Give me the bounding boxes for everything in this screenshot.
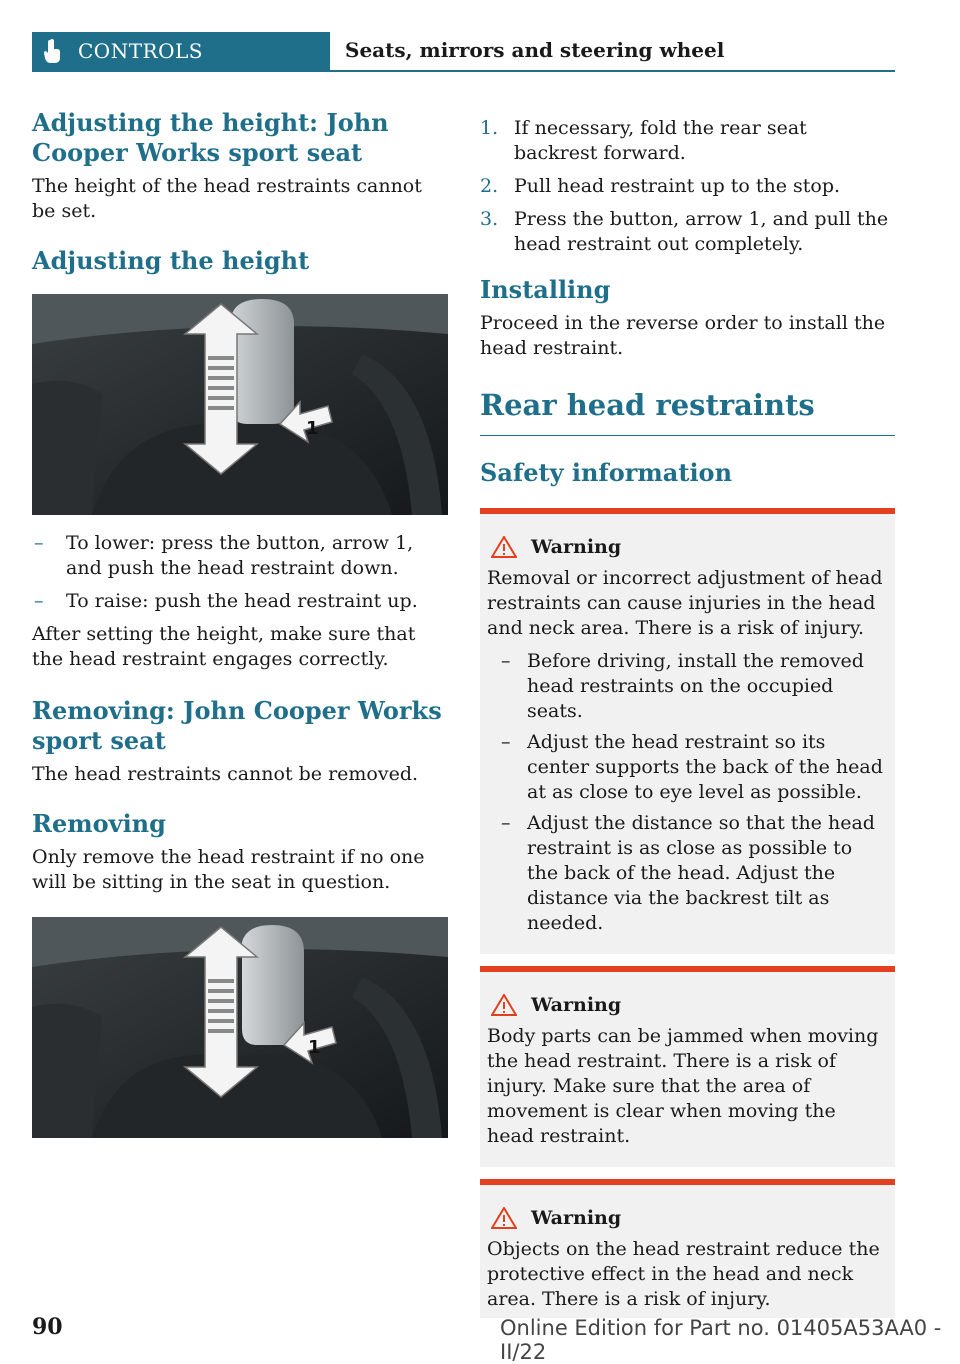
warning-triangle-icon [491,994,517,1016]
warning-text: Removal or incorrect adjustment of head restraints can cause injuries in the head and neck area. There is a risk of injury. [487,567,883,639]
warning-list [487,649,888,936]
heading-rear-head-restraints: Rear head restraints [480,388,815,422]
heading-installing: Installing [480,275,611,304]
left-column [32,108,448,1138]
removal-steps-list [480,116,895,257]
paragraph-height-cannot-be-set: The height of the head restraints cannot be set. [32,175,422,222]
heading-removing: Removing [32,809,166,838]
section-label: CONTROLS [78,39,203,63]
pointing-hand-icon [42,38,72,64]
section-tab [32,32,330,70]
list-item: – To lower: press the button, arrow 1, and push the head restraint down. [34,532,414,579]
warning-title: Warning [531,536,622,558]
heading-adjusting-height: Adjusting the height [32,246,310,275]
paragraph-after-setting: After setting the height, make sure that the head restraint engages correctly. [32,623,416,670]
right-column [480,116,895,1318]
warning-triangle-icon [491,536,517,558]
warning-title: Warning [531,1207,622,1229]
list-item: – To raise: push the head restraint up. [34,590,418,612]
warning-box [480,966,895,1167]
warning-triangle-icon [491,1207,517,1229]
paragraph-cannot-be-removed: The head restraints cannot be removed. [32,763,419,785]
head-restraint-height-illustration [32,294,448,515]
heading-removing-jcw: Removing: John Cooper Works sport seat [32,696,442,755]
page-header [32,32,895,72]
list-item: 2. Pull head restraint up to the stop. [480,175,841,197]
list-item: – Adjust the distance so that the head restraint is as close as possible to the back of the head. Adjust the distance via the backrest tilt as needed. [501,812,875,934]
warning-title: Warning [531,994,622,1016]
paragraph-installing: Proceed in the reverse order to install the head restraint. [480,312,886,359]
list-item: – Before driving, install the removed head restraints on the occupied seats. [501,650,864,722]
chapter-title: Seats, mirrors and steering wheel [345,38,725,62]
heading-safety-information: Safety information [480,458,733,487]
warning-text: Body parts can be jammed when moving the head restraint. There is a risk of injury. Make sure that the area of movement is clear when moving the head restraint. [487,1025,879,1147]
callout-1: 1 [308,1037,321,1058]
edition-footer: Online Edition for Part no. 01405A53AA0 - II/22 [500,1316,942,1364]
warning-box [480,1179,895,1318]
list-item: 3. Press the button, arrow 1, and pull the head restraint out completely. [480,208,889,255]
list-item: 1. If necessary, fold the rear seat backrest forward. [480,117,807,164]
paragraph-only-remove: Only remove the head restraint if no one will be sitting in the seat in question. [32,846,425,893]
list-item: – Adjust the head restraint so its center supports the back of the head at as close to eye level as possible. [501,731,883,803]
heading-adjusting-height-jcw: Adjusting the height: John Cooper Works sport seat [32,108,389,167]
height-instruction-list [32,531,448,614]
page-number: 90 [32,1314,63,1340]
callout-1: 1 [306,418,319,439]
warning-text: Objects on the head restraint reduce the protective effect in the head and neck area. There is a risk of injury. [487,1238,880,1310]
head-restraint-removal-illustration [32,917,448,1138]
warning-box [480,508,895,954]
